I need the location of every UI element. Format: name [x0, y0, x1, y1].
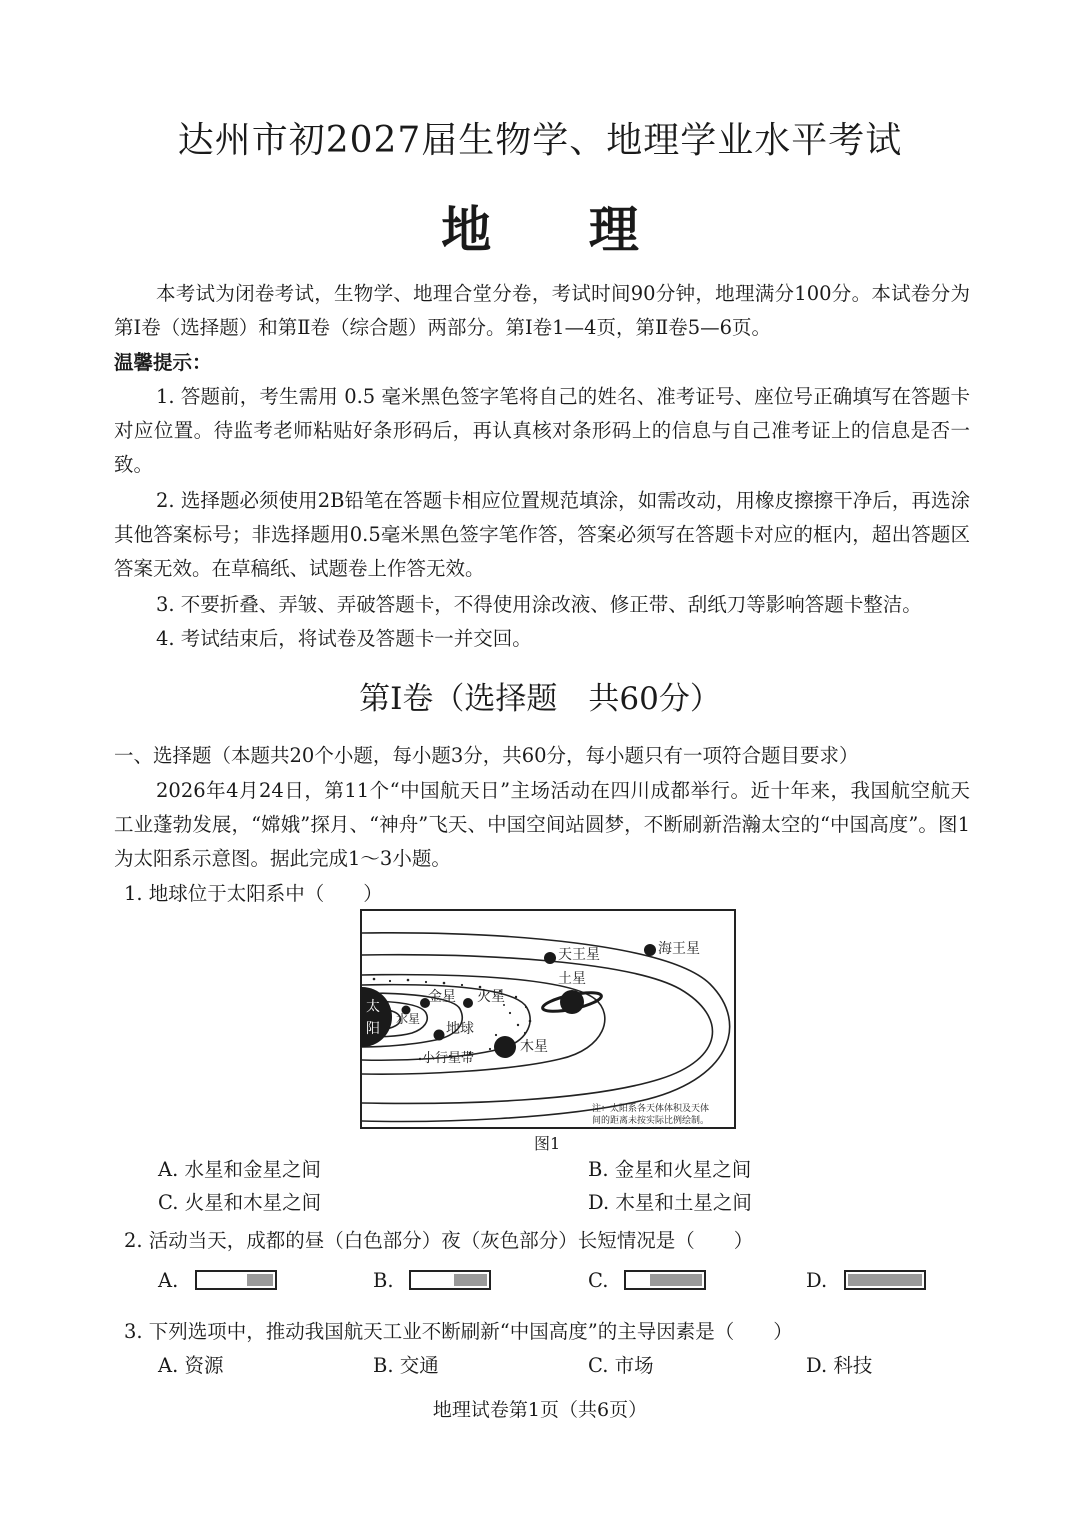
uranus-label: 天王星 [558, 947, 600, 963]
question-2-stem: 2. 活动当天，成都的昼（白色部分）夜（灰色部分）长短情况是（ ） [124, 1229, 754, 1252]
mercury-label: 水星 [396, 1012, 421, 1026]
exam-title: 达州市初2027届生物学、地理学业水平考试 [177, 120, 903, 161]
q2-daynight-bar-c [624, 1270, 706, 1290]
notes-title: 温馨提示： [114, 351, 212, 374]
jupiter-label: 木星 [520, 1039, 548, 1055]
q3-option-d[interactable]: D. 科技 [806, 1354, 873, 1377]
note-item: 2. 选择题必须使用2B铅笔在答题卡相应位置规范填涂，如需改动，用橡皮擦擦干净后，再选涂其他答案标号；非选择题用0.5毫米黑色签字笔作答，答案必须写在答题卡对应的框内，超出答题区答案无效。在草稿纸、试题卷上作答无效。 [114, 489, 970, 580]
earth-icon [434, 1030, 445, 1041]
q3-option-b[interactable]: B. 交通 [373, 1354, 439, 1377]
q2-daynight-bar-b [409, 1270, 491, 1290]
sun-label-1: 太 [366, 999, 380, 1015]
q1-option-b[interactable]: B. 金星和火星之间 [588, 1158, 752, 1181]
figure-note-1: 注：太阳系各天体体积及天体 [592, 1104, 710, 1114]
neptune-label: 海王星 [658, 941, 700, 957]
jupiter-icon [494, 1036, 516, 1058]
intro-paragraph: 本考试为闭卷考试，生物学、地理合堂分卷，考试时间90分钟，地理满分100分。本试卷分为第Ⅰ卷（选择题）和第Ⅱ卷（综合题）两部分。第Ⅰ卷1—4页，第Ⅱ卷5—6页。 [114, 282, 970, 339]
part-heading: 一、选择题（本题共20个小题，每小题3分，共60分，每小题只有一项符合题目要求） [114, 744, 859, 767]
note-item: 1. 答题前，考生需用 0.5 毫米黑色签字笔将自己的姓名、准考证号、座位号正确填写在答题卡对应位置。待监考老师粘贴好条形码后，再认真核对条形码上的信息与自己准考证上的信息是否一致。 [114, 385, 970, 476]
q3-option-a[interactable]: A. 资源 [158, 1354, 224, 1377]
q1-option-a[interactable]: A. 水星和金星之间 [158, 1158, 321, 1181]
mars-label: 火星 [477, 989, 505, 1005]
solar-system-figure [360, 909, 736, 1129]
q2-option-c[interactable]: C. [588, 1269, 609, 1292]
figure-note-2: 间的距离未按实际比例绘制。 [592, 1116, 710, 1126]
sun-label-2: 阳 [366, 1021, 380, 1037]
q1-option-d[interactable]: D. 木星和土星之间 [588, 1191, 752, 1214]
subject-title: 地 理 [441, 200, 679, 259]
q1-option-c[interactable]: C. 火星和木星之间 [158, 1191, 322, 1214]
q2-daynight-bar-d [844, 1270, 926, 1290]
question-material: 2026年4月24日，第11个“中国航天日”主场活动在四川成都举行。近十年来，我国航空航天工业蓬勃发展，“嫦娥”探月、“神舟”飞天、中国空间站圆梦，不断刷新浩瀚太空的“中国高度”。图1为太阳系示意图。据此完成1～3小题。 [114, 779, 970, 870]
q2-option-a[interactable]: A. [158, 1269, 179, 1292]
saturn-label: 土星 [558, 971, 586, 987]
q2-daynight-bar-a [195, 1270, 277, 1290]
page-footer: 地理试卷第1页（共6页） [432, 1399, 648, 1421]
mars-icon [463, 998, 473, 1008]
figure-caption: 图1 [534, 1134, 561, 1153]
note-item: 3. 不要折叠、弄皱、弄破答题卡，不得使用涂改液、修正带、刮纸刀等影响答题卡整洁。 [156, 593, 922, 616]
note-item: 4. 考试结束后，将试卷及答题卡一并交回。 [156, 627, 532, 650]
question-1-stem: 1. 地球位于太阳系中（ ） [124, 882, 383, 905]
q2-option-d[interactable]: D. [806, 1269, 828, 1292]
neptune-icon [644, 944, 656, 956]
sun-icon [360, 987, 392, 1047]
q3-option-c[interactable]: C. 市场 [588, 1354, 654, 1377]
q2-option-b[interactable]: B. [373, 1269, 394, 1292]
uranus-icon [544, 952, 556, 964]
section-title: 第Ⅰ卷（选择题 共60分） [359, 681, 721, 717]
venus-label: 金星 [428, 989, 456, 1005]
question-3-stem: 3. 下列选项中，推动我国航天工业不断刷新“中国高度”的主导因素是（ ） [124, 1320, 793, 1343]
earth-label: 地球 [446, 1021, 474, 1037]
asteroid-belt-label: 小行星带 [422, 1051, 475, 1066]
